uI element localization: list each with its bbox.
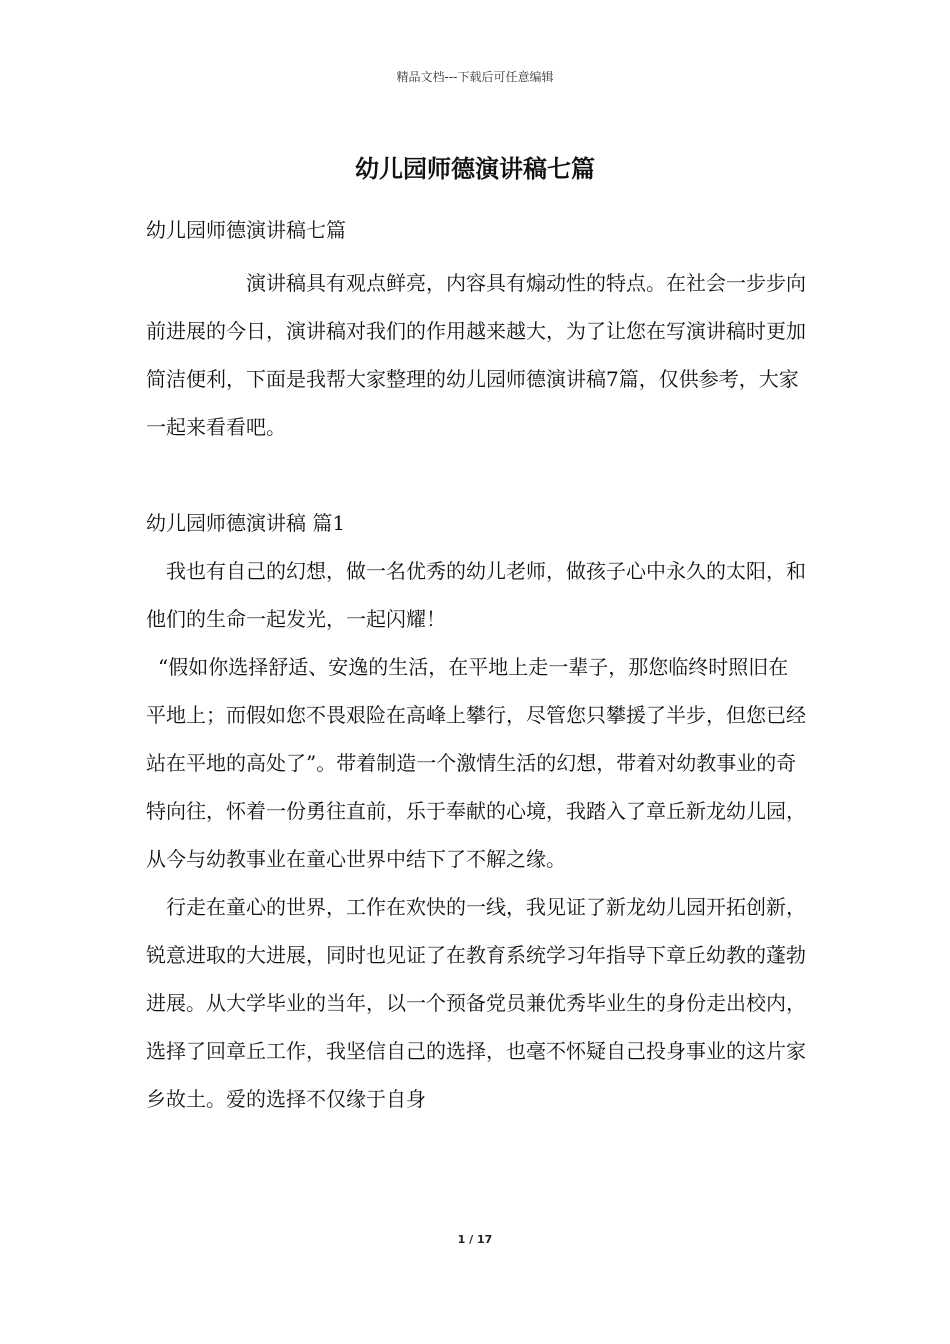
document-body — [146, 206, 806, 1123]
paragraph-1: 我也有自己的幻想，做一名优秀的幼儿老师，做孩子心中永久的太阳，和他们的生命一起发光，一起闪耀！ — [146, 559, 806, 631]
header-note: 精品文档---下载后可任意编辑 — [396, 70, 554, 84]
document-title: 幼儿园师德演讲稿七篇 — [355, 155, 595, 183]
intro-paragraph: 演讲稿具有观点鲜亮，内容具有煽动性的特点。在社会一步步向前进展的今日，演讲稿对我们的作用越来越大，为了让您在写演讲稿时更加简洁便利，下面是我帮大家整理的幼儿园师德演讲稿7篇，仅供参考，大家一起来看看吧。 — [146, 271, 806, 439]
subtitle: 幼儿园师德演讲稿七篇 — [146, 218, 346, 242]
page-number: 1 / 17 — [457, 1233, 493, 1246]
paragraph-3: 行走在童心的世界，工作在欢快的一线，我见证了新龙幼儿园开拓创新，锐意进取的大进展，同时也见证了在教育系统学习年指导下章丘幼教的蓬勃进展。从大学毕业的当年，以一个预备党员兼优秀毕业生的身份走出校内，选择了回章丘工作，我坚信自己的选择，也毫不怀疑自己投身事业的这片家乡故土。爱的选择不仅缘于自身 — [146, 895, 806, 1111]
paragraph-2: “假如你选择舒适、安逸的生活，在平地上走一辈子，那您临终时照旧在平地上；而假如您不畏艰险在高峰上攀行，尽管您只攀援了半步，但您已经站在平地的高处了”。带着制造一个激情生活的幻想，带着对幼教事业的奇特向往，怀着一份勇往直前，乐于奉献的心境，我踏入了章丘新龙幼儿园，从今与幼教事业在童心世界中结下了不解之缘。 — [146, 655, 806, 871]
section-heading: 幼儿园师德演讲稿 篇1 — [146, 511, 346, 535]
